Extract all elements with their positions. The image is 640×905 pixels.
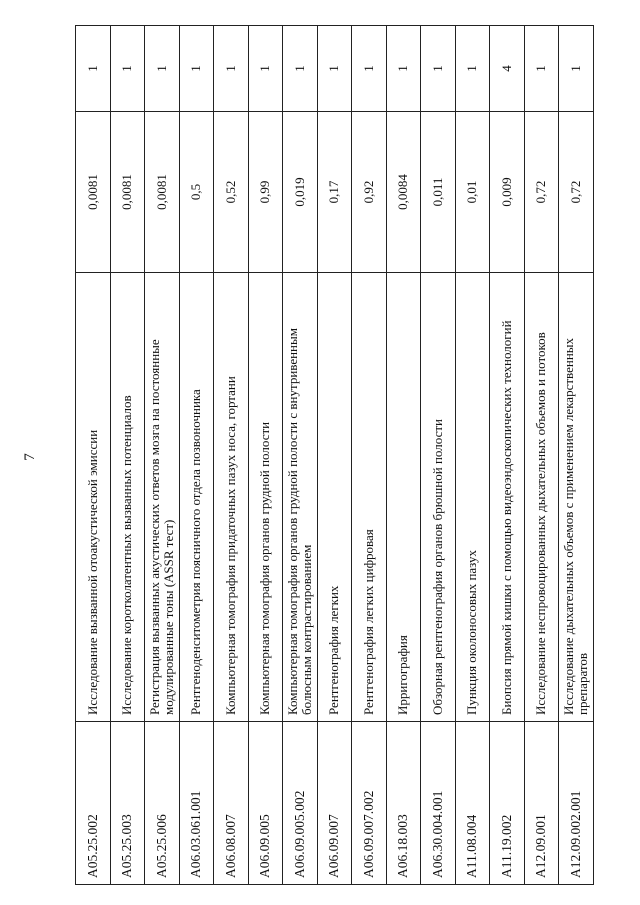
coefficient-cell: 0,72: [524, 112, 559, 273]
coefficient-cell: 0,5: [179, 112, 214, 273]
table-row: [283, 26, 318, 885]
coefficient-cell: 0,17: [317, 112, 352, 273]
coefficient-cell: 0,72: [559, 112, 594, 273]
service-code-cell: A05.25.006: [145, 722, 180, 885]
multiplicity-cell: 1: [179, 26, 214, 112]
table-row: [179, 26, 214, 885]
service-name-cell: Биопсия прямой кишки с помощью видеоэндоскопических технологий: [490, 273, 525, 722]
table-row: [455, 26, 490, 885]
table-row: [248, 26, 283, 885]
table-row: [145, 26, 180, 885]
service-code-cell: A06.18.003: [386, 722, 421, 885]
service-name-cell: Рентгенография легких цифровая: [352, 273, 387, 722]
service-code-cell: A06.08.007: [214, 722, 249, 885]
service-name-cell: Пункция околоносовых пазух: [455, 273, 490, 722]
table-row: [76, 26, 111, 885]
service-name-cell: Рентгенография легких: [317, 273, 352, 722]
service-name-cell: Компьютерная томография органов грудной полости с внутривенным болюсным контрастированием: [283, 273, 318, 722]
service-code-cell: A05.25.002: [76, 722, 111, 885]
multiplicity-cell: 1: [421, 26, 456, 112]
multiplicity-cell: 1: [76, 26, 111, 112]
coefficient-cell: 0,0081: [145, 112, 180, 273]
multiplicity-cell: 1: [248, 26, 283, 112]
service-name-cell: Регистрация вызванных акустических ответов мозга на постоянные модулированные тоны (ASSR тест): [145, 273, 180, 722]
coefficient-cell: 0,0081: [110, 112, 145, 273]
service-code-cell: A12.09.002.001: [559, 722, 594, 885]
service-code-cell: A06.09.005: [248, 722, 283, 885]
service-code-cell: A12.09.001: [524, 722, 559, 885]
coefficient-cell: 0,99: [248, 112, 283, 273]
coefficient-cell: 0,009: [490, 112, 525, 273]
coefficient-cell: 0,019: [283, 112, 318, 273]
multiplicity-cell: 1: [559, 26, 594, 112]
multiplicity-cell: 1: [317, 26, 352, 112]
service-name-cell: Исследование коротколатентных вызванных потенциалов: [110, 273, 145, 722]
service-name-cell: Рентгеноденситометрия поясничного отдела позвоночника: [179, 273, 214, 722]
service-name-cell: Компьютерная томография органов грудной полости: [248, 273, 283, 722]
service-name-cell: Ирригография: [386, 273, 421, 722]
multiplicity-cell: 1: [524, 26, 559, 112]
table-row: [317, 26, 352, 885]
page-number: 7: [22, 453, 38, 461]
service-code-cell: A11.08.004: [455, 722, 490, 885]
service-code-cell: A06.09.005.002: [283, 722, 318, 885]
multiplicity-cell: 1: [352, 26, 387, 112]
service-code-cell: A06.09.007.002: [352, 722, 387, 885]
multiplicity-cell: 1: [455, 26, 490, 112]
service-name-cell: Исследование вызванной отоакустической эмиссии: [76, 273, 111, 722]
table-row: [386, 26, 421, 885]
service-code-cell: A05.25.003: [110, 722, 145, 885]
table-row: [559, 26, 594, 885]
coefficient-cell: 0,52: [214, 112, 249, 273]
table-row: [352, 26, 387, 885]
coefficient-cell: 0,92: [352, 112, 387, 273]
multiplicity-cell: 1: [386, 26, 421, 112]
coefficient-cell: 0,0081: [76, 112, 111, 273]
table-row: [214, 26, 249, 885]
coefficient-cell: 0,01: [455, 112, 490, 273]
service-name-cell: Исследование дыхательных объемов с применением лекарственных препаратов: [559, 273, 594, 722]
table-row: [421, 26, 456, 885]
coefficient-cell: 0,0084: [386, 112, 421, 273]
coefficient-cell: 0,011: [421, 112, 456, 273]
table-row: [110, 26, 145, 885]
service-name-cell: Исследование неспровоцированных дыхательных объемов и потоков: [524, 273, 559, 722]
service-code-cell: A06.09.007: [317, 722, 352, 885]
table-body: [76, 26, 594, 885]
table-row: [490, 26, 525, 885]
table-row: [524, 26, 559, 885]
multiplicity-cell: 4: [490, 26, 525, 112]
service-code-cell: A06.30.004.001: [421, 722, 456, 885]
multiplicity-cell: 1: [283, 26, 318, 112]
service-code-cell: A11.19.002: [490, 722, 525, 885]
multiplicity-cell: 1: [145, 26, 180, 112]
services-table: [75, 25, 594, 885]
service-code-cell: A06.03.061.001: [179, 722, 214, 885]
multiplicity-cell: 1: [110, 26, 145, 112]
multiplicity-cell: 1: [214, 26, 249, 112]
service-name-cell: Компьютерная томография придаточных пазух носа, гортани: [214, 273, 249, 722]
service-name-cell: Обзорная рентгенография органов брюшной полости: [421, 273, 456, 722]
